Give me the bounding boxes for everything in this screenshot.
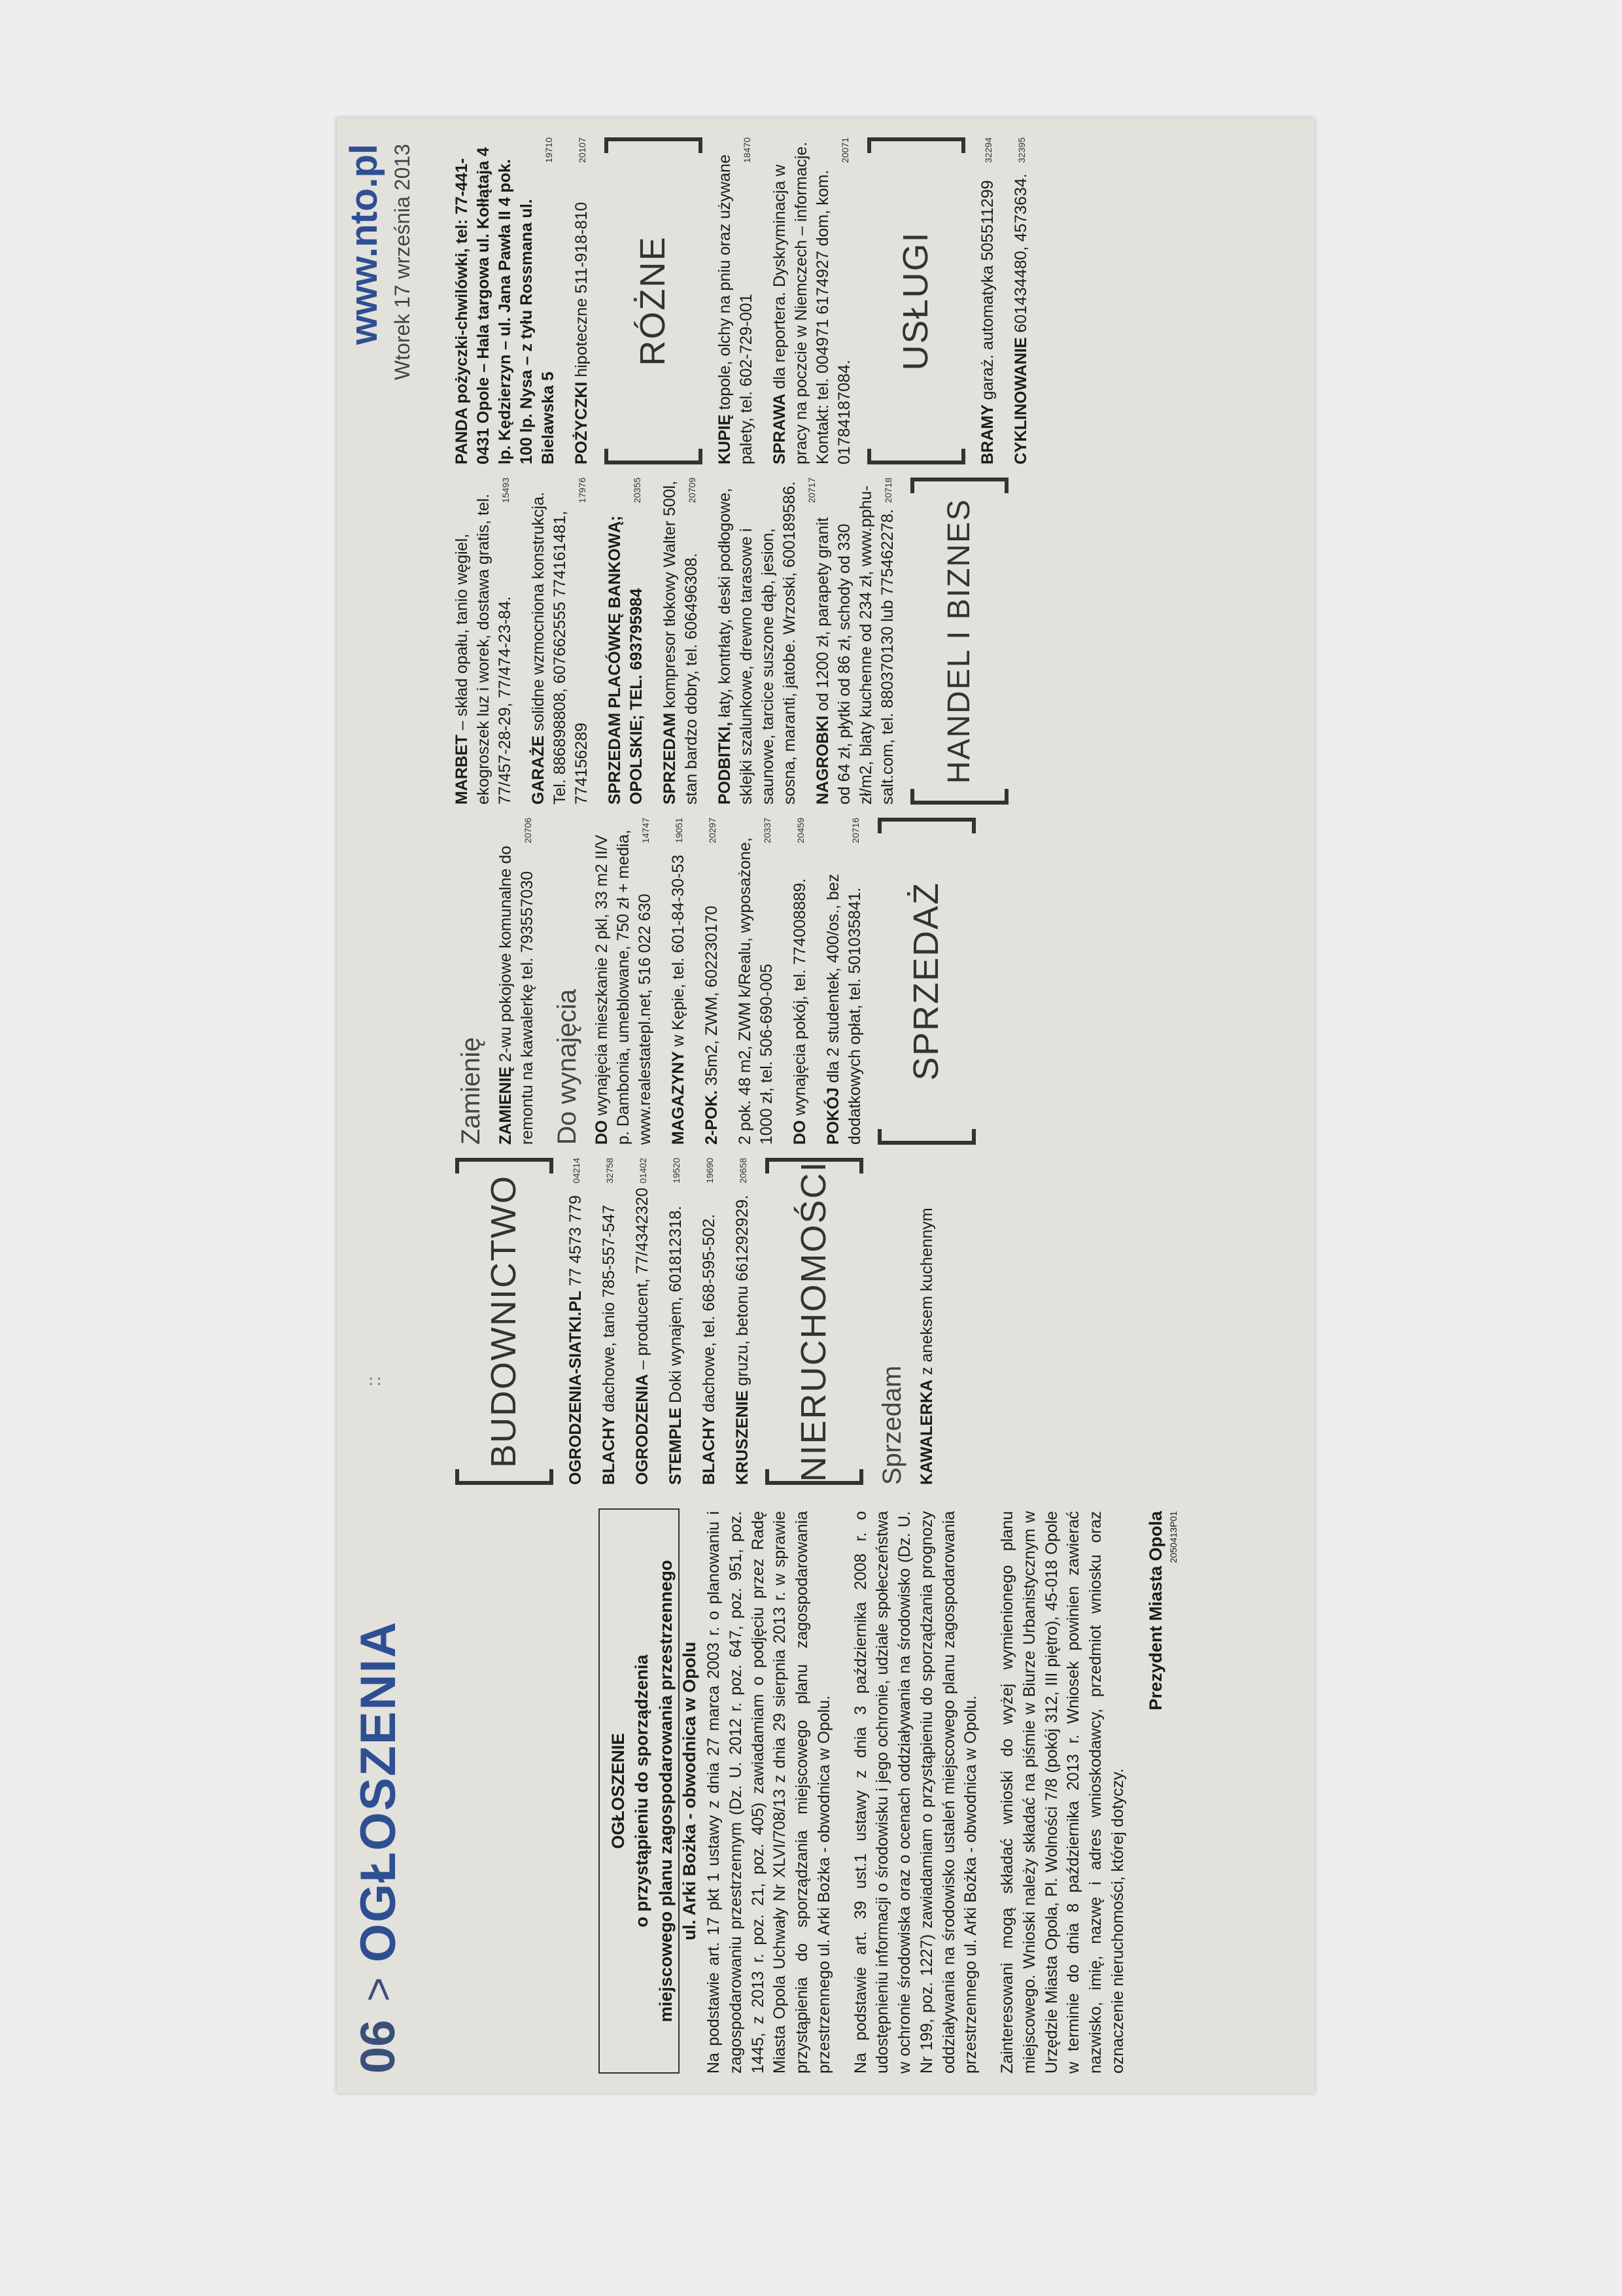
notice-paragraph: Na podstawie art. 17 pkt 1 ustawy z dnia 27 marca 2003 r. o planowaniu i zagospodarowaniu przestrzennym (Dz. U. 2012 r. poz. 647, poz. 951, poz. 1445, z 2013 r. poz. 21, poz. 405) zawiadamiam o podjęciu przez Radę Miasta Opola Uchwały Nr XLVI/708/13 z dnia 29 sierpnia 2013 r. w sprawie przystąpienia do sporządzania miejscowego planu zagospodarowania przestrzennego ul. Arki Bożka - obwodnica w Opolu. bbox=[704, 1511, 833, 2074]
ad-code: 19710 bbox=[544, 137, 554, 163]
section-header-trade: HANDEL I BIZNES bbox=[910, 478, 1009, 805]
ad-text: wynajęcia pokój, tel. 774008889. bbox=[790, 878, 809, 1121]
classified-ad bbox=[789, 818, 811, 1145]
ad-code: 20706 bbox=[522, 818, 533, 843]
ad-code: 32758 bbox=[604, 1158, 615, 1183]
ad-code: 20337 bbox=[761, 818, 772, 843]
ad-text: wynajęcia mieszkanie 2 pkl, 33 m2 II/V p. Dambonia, umeblowane, 750 zł + media, www.realestatepl.net, 516 022 630 bbox=[592, 829, 654, 1145]
ad-text: hipoteczne 511-918-810 bbox=[572, 201, 591, 382]
classified-ad bbox=[604, 478, 647, 805]
ad-code: 01402 bbox=[638, 1158, 648, 1183]
ad-keyword: NAGROBKI bbox=[814, 715, 832, 805]
ad-keyword: KUPIĘ bbox=[716, 414, 734, 464]
section-header-misc: RÓŻNE bbox=[604, 137, 702, 464]
ad-text: garaż. automatyka 505511299 bbox=[978, 180, 997, 405]
ad-keyword: KAWALERKA bbox=[917, 1379, 936, 1485]
notice-paragraph: Zainteresowani mogą składać wnioski do wyżej wymienionego planu miejscowego. Wnioski należy składać na piśmie w Biurze Urbanistycznym w Urzędzie Miasta Opola, Pl. Wolności 7/8 (pokój 312, III piętro), 45-018 Opole w terminie do dnia 8 października 2013 r. Wniosek powinien zawierać nazwisko, imię, nazwę i adres wnioskodawcy, przedmiot wniosku oraz oznaczenie nieruchomości, której dotyczy. bbox=[998, 1511, 1127, 2074]
ad-keyword: SPRZEDAM bbox=[661, 712, 679, 805]
ad-text: łaty, kontrłaty, deski podłogowe, sklejki szalunkowe, drewno tarasowe i saunowe, tarcice suszone dąb, jesion, sosna, maranti, jatobe. Wrzoski, 600189586. bbox=[716, 481, 799, 805]
ad-code: 19690 bbox=[704, 1158, 715, 1183]
classified-ad bbox=[659, 478, 702, 805]
ad-code: 14747 bbox=[640, 818, 651, 843]
classified-ad bbox=[714, 137, 757, 464]
ad-keyword: BLACHY bbox=[600, 1416, 618, 1485]
classified-ad bbox=[571, 137, 593, 464]
ad-keyword: OGRODZENIA-SIATKI.PL bbox=[566, 1291, 585, 1485]
section-header-construction: BUDOWNICTWO bbox=[455, 1158, 553, 1485]
ad-code: 18470 bbox=[742, 137, 752, 163]
classified-ad bbox=[701, 818, 723, 1145]
notice-paragraph: Na podstawie art. 39 ust.1 ustawy z dnia 3 października 2008 r. o udostępnieniu informacji o środowisku i jego ochronie, udziale społeczeństwa w ochronie środowiska oraz o ocenach oddziaływania na środowisko (Dz. U. Nr 199, poz. 1227) zawiadamiam o przystąpieniu do sporządzania prognozy oddziaływania na środowisko ustaleń miejscowego planu zagospodarowania przestrzennego ul. Arki Bożka - obwodnica w Opolu. bbox=[851, 1511, 980, 2074]
ad-text: 35m2, ZWM, 602230170 bbox=[702, 905, 721, 1090]
ad-keyword: MARBET bbox=[453, 735, 471, 805]
classified-ad bbox=[977, 137, 999, 464]
column-misc bbox=[451, 137, 1044, 464]
ad-keyword: SPRAWA bbox=[770, 393, 789, 464]
ad-code: 17976 bbox=[577, 478, 587, 503]
ad-keyword: POKÓJ bbox=[823, 1087, 842, 1145]
ad-text: 77 4573 779 bbox=[566, 1195, 585, 1291]
ad-keyword: GARAŻE bbox=[529, 735, 547, 805]
notice-body bbox=[703, 1511, 1180, 2074]
arrow-icon: > bbox=[354, 1977, 402, 2002]
ad-text: 2-wu pokojowe komunalne do remontu na kawalerkę tel. 793557030 bbox=[496, 845, 536, 1145]
ad-keyword: ZAMIENIĘ bbox=[496, 1066, 515, 1145]
ad-keyword: POŻYCZKI bbox=[572, 381, 591, 464]
ad-keyword: MAGAZYNY bbox=[668, 1051, 687, 1145]
ad-code: 20718 bbox=[883, 478, 893, 503]
notice-signature: Prezydent Miasta Opola bbox=[1145, 1511, 1165, 1711]
classified-ad bbox=[769, 137, 855, 464]
ad-text: – producent, 77/4342320 bbox=[633, 1187, 651, 1374]
ad-text: dachowe, tanio 785-557-547 bbox=[600, 1204, 618, 1417]
notice-title-line: OGŁOSZENIE bbox=[608, 1733, 628, 1849]
ad-code: 20355 bbox=[632, 478, 642, 503]
ad-code: 20107 bbox=[577, 137, 587, 163]
ad-code: 19520 bbox=[671, 1158, 682, 1183]
ad-keyword: CYKLINOWANIE bbox=[1012, 337, 1030, 464]
ad-text: 601434480, 4573634. bbox=[1012, 173, 1030, 338]
ad-keyword: DO bbox=[592, 1120, 611, 1145]
ad-keyword: PODBITKI, bbox=[716, 722, 734, 805]
ad-text: 2 pok. 48 m2, ZWM k/Realu, wyposażone, 1000 zł, tel. 506-690-005 bbox=[735, 837, 776, 1145]
classified-ad bbox=[668, 818, 689, 1145]
ad-text: dla 2 studentek, 400/os., bez dodatkowych opłat, tel. 501035841. bbox=[823, 873, 864, 1145]
classified-ad bbox=[451, 137, 559, 464]
ad-text: gruzu, betonu 661292929. bbox=[733, 1194, 751, 1391]
column-construction bbox=[451, 1158, 950, 1485]
newspaper-clipping bbox=[337, 118, 1315, 2093]
notice-title-box bbox=[598, 1508, 700, 2074]
ad-text: dachowe, tel. 668-595-502. bbox=[700, 1213, 718, 1417]
ad-code: 20717 bbox=[806, 478, 817, 503]
ad-code: 19051 bbox=[673, 818, 684, 843]
classified-ad bbox=[565, 1158, 587, 1485]
notice-title-line: ul. Arki Bożka - obwodnica w Opolu bbox=[680, 1641, 700, 1941]
classified-ad bbox=[699, 1158, 720, 1485]
ad-text: od 1200 zł, parapety granit od 64 zł, płytki od 86 zł, schody od 330 zł/m2, blaty kuchenne od 234 zł, www.pphu-salt.com, tel. 880370130 lub 775462278. bbox=[814, 485, 897, 805]
classified-ad bbox=[528, 478, 593, 805]
ad-keyword: KRUSZENIE bbox=[733, 1390, 751, 1485]
dots-mark: :: bbox=[363, 1376, 385, 1387]
section-header-services: USŁUGI bbox=[867, 137, 965, 464]
notice-code: 2050413P01 bbox=[1167, 1511, 1179, 1563]
column-rent bbox=[451, 818, 988, 1145]
ad-text: – skład opału, tanio węgiel, ekogroszek luz i worek, dostawa gratis, tel. 77/457-28-29, 77/474-23-84. bbox=[453, 493, 514, 805]
ad-code: 20709 bbox=[687, 478, 697, 503]
classified-ad bbox=[916, 1158, 938, 1485]
section-header-sale: SPRZEDAŻ bbox=[878, 818, 976, 1145]
ad-code: 20297 bbox=[706, 818, 717, 843]
ad-keyword: BRAMY bbox=[978, 404, 997, 464]
ad-code: 32294 bbox=[983, 137, 993, 163]
ad-code: 32395 bbox=[1016, 137, 1027, 163]
ad-code: 15493 bbox=[500, 478, 511, 503]
ad-code: 20459 bbox=[795, 818, 806, 843]
ad-text: z aneksem kuchennym bbox=[917, 1208, 936, 1380]
column-trade bbox=[451, 478, 1020, 805]
subsection-exchange: Zamienię bbox=[457, 1037, 485, 1145]
classified-ad bbox=[665, 1158, 687, 1485]
ad-keyword: SPRZEDAM PLACÓWKĘ BANKOWĄ; OPOLSKIE; TEL. 693795984 bbox=[606, 515, 646, 805]
ad-code: 04214 bbox=[571, 1158, 581, 1183]
ad-text: topole, olchy na pniu oraz używane palety, tel. 602-729-001 bbox=[716, 154, 755, 464]
section-title: OGŁOSZENIA bbox=[351, 1620, 406, 1962]
classified-ad bbox=[591, 818, 656, 1145]
subsection-sell: Sprzedam bbox=[878, 1365, 906, 1485]
classified-ad bbox=[734, 818, 778, 1145]
ad-keyword: DO bbox=[790, 1120, 809, 1145]
notice-title-line: o przystąpieniu do sporządzenia bbox=[632, 1654, 652, 1928]
notice-title-line: miejscowego planu zagospodarowania przestrzennego bbox=[655, 1559, 676, 2023]
issue-date: Wtorek 17 września 2013 bbox=[390, 144, 414, 381]
classified-ad bbox=[732, 1158, 753, 1485]
ad-text: Doki wynajem, 601812318. bbox=[666, 1206, 685, 1408]
classified-ad bbox=[714, 478, 817, 805]
ad-keyword: BLACHY bbox=[700, 1416, 718, 1485]
ad-text: kompresor tłokowy Walter 500l, stan bardzo dobry, tel. 606496308. bbox=[661, 480, 700, 805]
ad-keyword: 2-POK. bbox=[702, 1090, 721, 1145]
classified-ad bbox=[495, 818, 538, 1145]
classified-ad bbox=[1010, 137, 1032, 464]
section-header-real-estate: NIERUCHOMOŚCI bbox=[765, 1158, 863, 1485]
ad-text: solidne wzmocniona konstrukcja. Tel. 886898808, 607662555 774161481, 774156289 bbox=[529, 492, 591, 805]
classified-ad bbox=[812, 478, 899, 805]
classified-ad bbox=[823, 818, 866, 1145]
ad-text: dla reportera. Dyskryminacja w pracy na poczcie w Niemczech – informacje. Kontakt: tel. 004971 6174927 dom, kom. 01784187084. bbox=[770, 141, 854, 464]
rotated-page bbox=[337, 118, 1315, 2093]
classified-ad bbox=[632, 1158, 653, 1485]
ad-text: w Kępie, tel. 601-84-30-53 bbox=[668, 854, 687, 1051]
ad-code: 20071 bbox=[840, 137, 850, 163]
classified-ad bbox=[451, 478, 516, 805]
ad-keyword: STEMPLE bbox=[666, 1407, 685, 1485]
ad-code: 20658 bbox=[738, 1158, 748, 1183]
page-number: 06 bbox=[351, 2019, 405, 2074]
ad-keyword: PANDA pożyczki-chwilówki, tel: 77-441-0431 Opole – Hala targowa ul. Kołłątaja 4 lp. Kędzierzyn – ul. Jana Pawła II 4 pok. 100 lp. Nysa – z tyłu Rossmana ul. Bielawska 5 bbox=[453, 147, 557, 464]
ad-keyword: OGRODZENIA bbox=[633, 1374, 651, 1485]
ad-code: 20716 bbox=[850, 818, 861, 843]
classified-ad bbox=[598, 1158, 620, 1485]
subsection-for-rent: Do wynajęcia bbox=[552, 989, 581, 1145]
website-link[interactable]: www.nto.pl bbox=[343, 144, 385, 345]
